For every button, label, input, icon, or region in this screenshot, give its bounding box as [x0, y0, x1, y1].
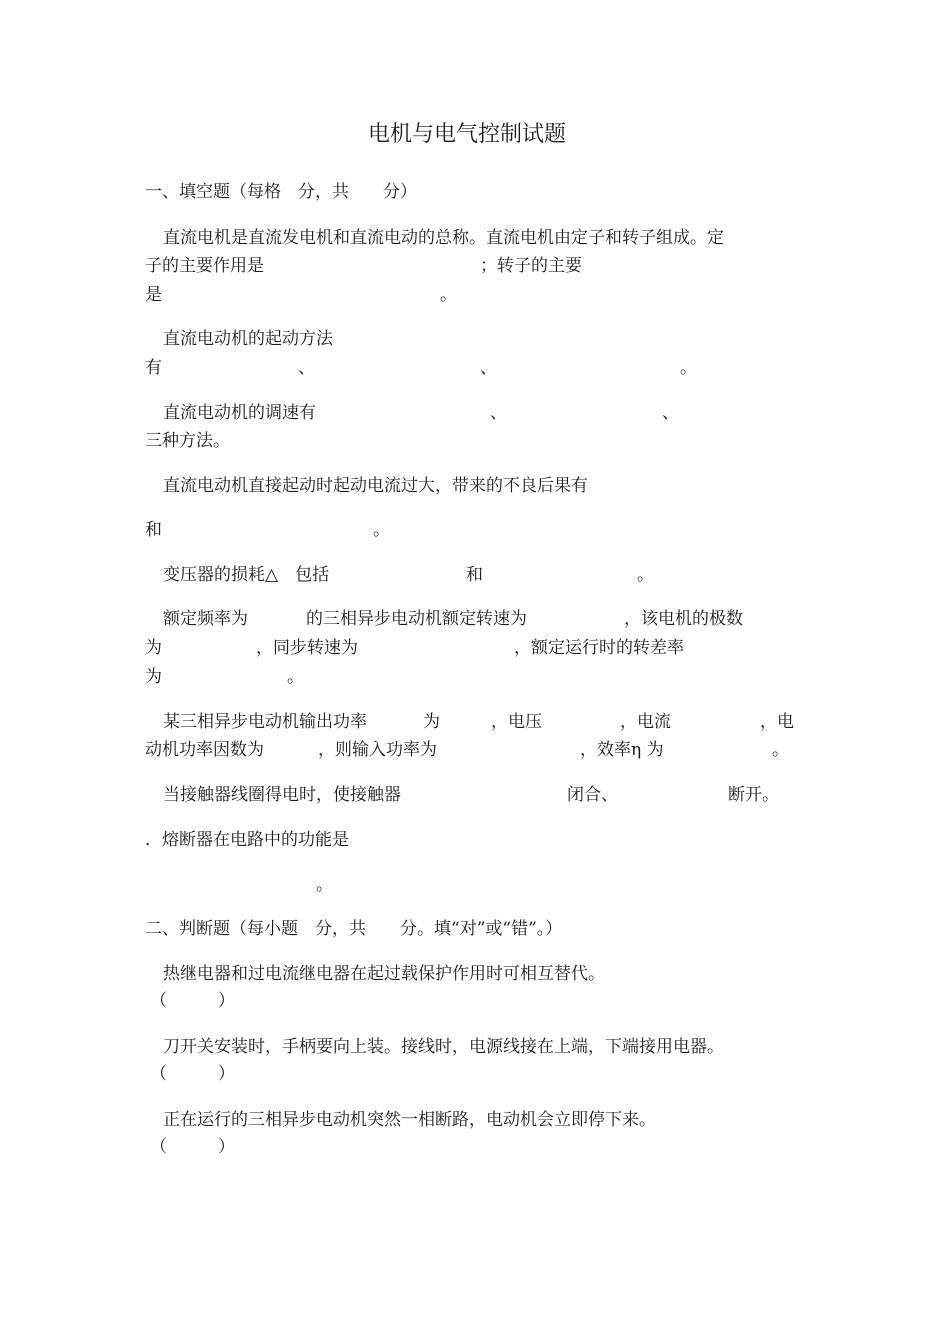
q1-line3b: 。 [440, 285, 457, 305]
section-heading-fill-in: 一、填空题（每格 分，共 分） [145, 182, 417, 202]
q7-g: ，则输入功率为 [318, 740, 437, 760]
q7-d: ，电流 [620, 712, 671, 732]
tf-q1-text: 热继电器和过电流继电器在起过载保护作用时可相互替代。 [163, 964, 605, 984]
q9-line1: ．熔断器在电路中的功能是 [145, 830, 349, 850]
q6-c: ，该电机的极数 [624, 609, 743, 629]
q2-line2d: 。 [680, 358, 697, 378]
tf-q2-answer: （ ） [150, 1064, 235, 1084]
q1-line3a: 是 [145, 285, 162, 305]
q3-line1b: 、 [490, 403, 507, 423]
q8-b: 闭合、 [567, 785, 618, 805]
q7-b: 为 [423, 712, 440, 732]
q7-e: ，电 [760, 712, 794, 732]
q7-f: 动机功率因数为 [145, 740, 264, 760]
q7-h: ，效率η 为 [580, 740, 664, 760]
q6-d: 为 [145, 638, 162, 658]
q3-line1c: 、 [662, 403, 679, 423]
q6-h: 。 [287, 667, 304, 687]
q1-line2a: 子的主要作用是 [145, 256, 264, 276]
q8-c: 断开。 [728, 785, 779, 805]
q3-line2: 三种方法。 [145, 431, 230, 451]
q7-c: ，电压 [491, 712, 542, 732]
q7-a: 某三相异步电动机输出功率 [163, 712, 367, 732]
q7-i: 。 [772, 740, 789, 760]
q8-a: 当接触器线圈得电时，使接触器 [163, 785, 401, 805]
q6-b: 的三相异步电动机额定转速为 [306, 609, 527, 629]
q6-f: ，额定运行时的转差率 [514, 638, 684, 658]
q9-line2: 。 [316, 875, 333, 895]
q1-line1: 直流电机是直流发电机和直流电动的总称。直流电机由定子和转子组成。定 [163, 228, 724, 248]
q5-a: 变压器的损耗△ 包括 [163, 565, 330, 585]
q4-line2a: 和 [145, 520, 162, 540]
q2-line1: 直流电动机的起动方法 [163, 329, 333, 349]
tf-q3-text: 正在运行的三相异步电动机突然一相断路，电动机会立即停下来。 [163, 1110, 656, 1130]
section-heading-true-false: 二、判断题（每小题 分，共 分。填“对”或“错”。） [145, 919, 563, 939]
q4-line2b: 。 [373, 520, 390, 540]
tf-q2-text: 刀开关安装时，手柄要向上装。接线时，电源线接在上端，下端接用电器。 [163, 1037, 724, 1057]
tf-q3-answer: （ ） [150, 1137, 235, 1157]
q2-line2a: 有 [145, 358, 162, 378]
q4-line1: 直流电动机直接起动时起动电流过大，带来的不良后果有 [163, 476, 588, 496]
tf-q1-answer: （ ） [150, 991, 235, 1011]
q6-g: 为 [145, 667, 162, 687]
q6-a: 额定频率为 [163, 609, 248, 629]
page-title: 电机与电气控制试题 [368, 122, 567, 147]
q5-c: 。 [637, 565, 654, 585]
q3-line1a: 直流电动机的调速有 [163, 403, 316, 423]
q6-e: ，同步转速为 [256, 638, 358, 658]
q1-line2b: ；转子的主要 [480, 256, 582, 276]
q2-line2b: 、 [298, 358, 315, 378]
q5-b: 和 [466, 565, 483, 585]
q2-line2c: 、 [480, 358, 497, 378]
